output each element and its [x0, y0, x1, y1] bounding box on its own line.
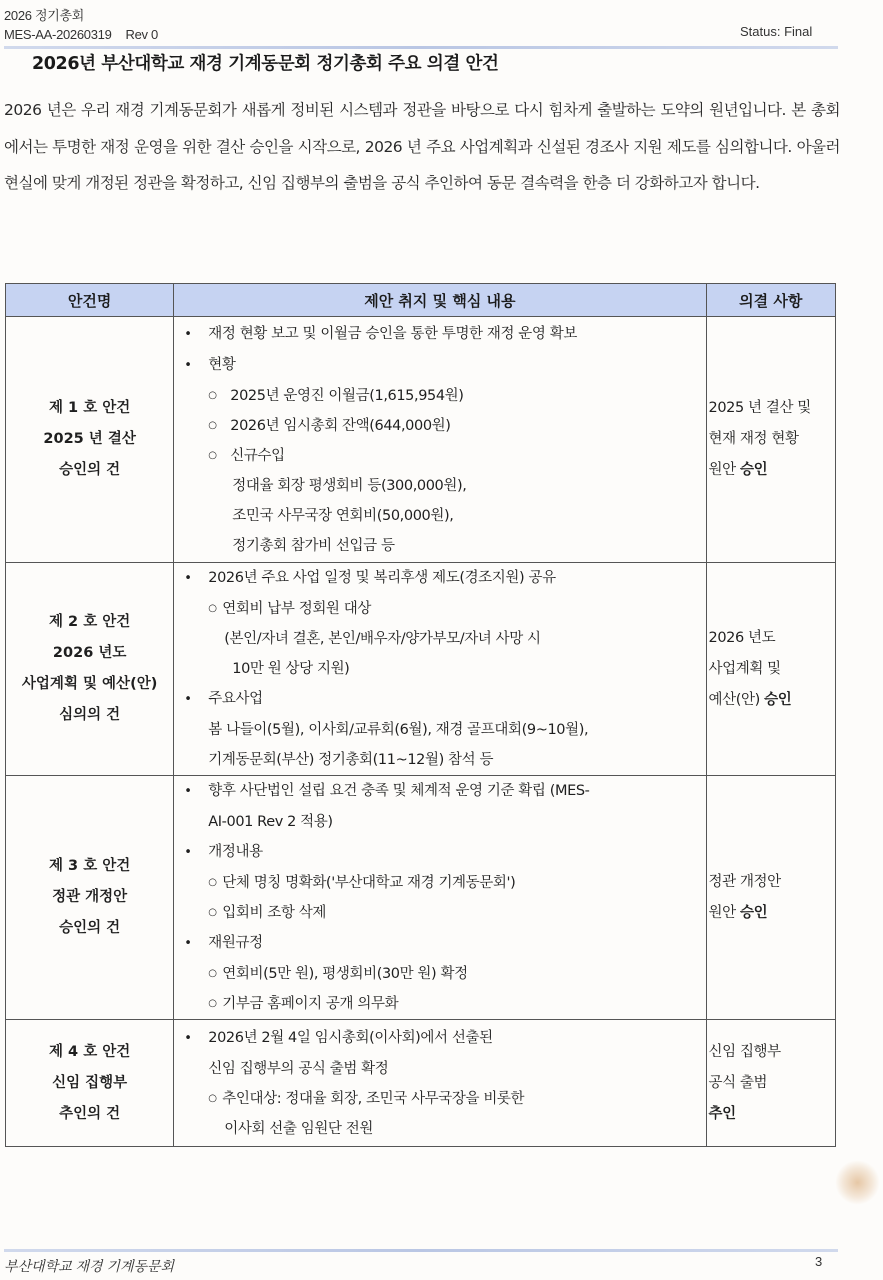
sub-list-item: ○ 연회비 납부 정회원 대상	[184, 594, 701, 624]
col-header-content: 제안 취지 및 핵심 내용	[174, 284, 706, 317]
revision: Rev 0	[125, 27, 158, 42]
agenda-title: 승인의 건	[59, 462, 121, 478]
resolution-text: 현재 재정 현황	[708, 431, 799, 447]
intro-paragraph: 2026 년은 우리 재경 기계동문회가 새롭게 정비된 시스템과 정관을 바탕으로 다시 힘차게 출발하는 도약의 원년입니다. 본 총회에서는 투명한 재정 운영을 위한 결산 승인을 시작으로, 2026 년 주요 사업계획과 신설된 경조사 지원 제도를 심의합니다. 아울러 현실에 맞게 개정된 정관을 확정하고, 신임 집행부의 출범을 공식 추인하여 동문 결속력을 한층 더 강화하고자 합니다.	[4, 101, 840, 192]
resolution-text: 원안	[708, 904, 736, 921]
page-number: 3	[815, 1254, 823, 1269]
list-detail: AI-001 Rev 2 적용)	[208, 814, 333, 830]
list-detail: (본인/자녀 결혼, 본인/배우자/양가부모/자녀 사망 시	[224, 631, 541, 647]
agenda-number: 제 2 호 안건	[49, 614, 131, 630]
col-header-agenda-name: 안건명	[6, 284, 174, 317]
doc-id: MES-AA-20260319	[4, 27, 112, 42]
table-row	[6, 1020, 836, 1147]
list-detail: 기계동문회(부산) 정기총회(11~12월) 참석 등	[208, 752, 494, 768]
agenda-table	[5, 283, 836, 1147]
paper-stain	[835, 1160, 880, 1205]
footer-organization: 부산대학교 재경 기계동문회	[4, 1258, 175, 1274]
status-label: Status: Final	[740, 24, 813, 39]
resolution-text: 원안	[708, 462, 736, 478]
header-divider	[4, 46, 838, 49]
content-cell	[174, 563, 706, 776]
agenda-title: 2025 년 결산	[43, 431, 136, 447]
page-title: 2026년 부산대학교 재경 기계동문회 정기총회 주요 의결 안건	[32, 54, 499, 74]
list-item: • 재정 현황 보고 및 이월금 승인을 통한 투명한 재정 운영 확보	[184, 319, 701, 350]
resolution-cell	[706, 776, 835, 1020]
sub-list-item: ○ 2025년 운영진 이월금(1,615,954원)	[184, 381, 701, 411]
sub-list-item: ○ 2026년 임시총회 잔액(644,000원)	[184, 411, 701, 441]
agenda-number: 제 1 호 안건	[49, 400, 131, 416]
footer-divider	[4, 1249, 838, 1252]
content-cell	[174, 1020, 706, 1147]
list-item: • 2026년 2월 4일 임시총회(이사회)에서 선출된	[184, 1023, 701, 1054]
list-detail: 신임 집행부의 공식 출범 확정	[208, 1060, 389, 1077]
agenda-number: 제 4 호 안건	[49, 1043, 131, 1060]
resolution-cell	[706, 317, 835, 563]
sub-list-item: ○ 추인대상: 정대율 회장, 조민국 사무국장을 비롯한	[184, 1084, 701, 1114]
list-item: • 향후 사단법인 설립 요건 충족 및 체계적 운영 기준 확립 (MES-	[184, 776, 701, 807]
list-detail: 조민국 사무국장 연회비(50,000원),	[232, 507, 454, 524]
resolution-text: 2026 년도	[708, 629, 776, 646]
resolution-cell	[706, 1020, 835, 1147]
agenda-name-cell	[6, 776, 174, 1020]
list-item: • 2026년 주요 사업 일정 및 복리후생 제도(경조지원) 공유	[184, 563, 701, 594]
table-row	[6, 317, 836, 563]
sub-list-item: ○ 기부금 홈페이지 공개 의무화	[184, 989, 701, 1019]
list-detail: 봄 나들이(5월), 이사회/교류회(6월), 재경 골프대회(9~10월),	[208, 722, 589, 738]
list-item: • 현황	[184, 350, 701, 381]
agenda-title: 추인의 건	[59, 1105, 121, 1122]
agenda-name-cell	[6, 1020, 174, 1147]
resolution-cell	[706, 563, 835, 776]
agenda-title: 신임 집행부	[52, 1074, 128, 1091]
list-item: • 주요사업	[184, 684, 701, 715]
agenda-title: 2026 년도	[52, 645, 127, 661]
resolution-text: 정관 개정안	[708, 873, 781, 890]
agenda-name-cell	[6, 317, 174, 563]
list-detail: 10만 원 상당 지원)	[232, 661, 350, 677]
resolution-decision: 승인	[739, 904, 768, 921]
list-detail: 정기총회 참가비 선입금 등	[232, 537, 395, 554]
list-detail: 정대율 회장 평생회비 등(300,000원),	[232, 477, 467, 494]
resolution-text: 예산(안)	[708, 691, 760, 708]
agenda-number: 제 3 호 안건	[49, 858, 131, 874]
sub-list-item: ○ 단체 명칭 명확화('부산대학교 재경 기계동문회')	[184, 868, 701, 898]
sub-list-item: ○ 입회비 조항 삭제	[184, 898, 701, 928]
sub-list-item: ○ 연회비(5만 원), 평생회비(30만 원) 확정	[184, 959, 701, 989]
table-row	[6, 563, 836, 776]
agenda-name-cell	[6, 563, 174, 776]
list-item: • 개정내용	[184, 837, 701, 868]
resolution-text: 2025 년 결산 및	[708, 400, 811, 416]
resolution-decision: 승인	[764, 691, 792, 708]
agenda-title: 사업계획 및 예산(안)	[21, 676, 158, 692]
table-row	[6, 776, 836, 1020]
doc-id-line	[4, 27, 158, 42]
agenda-title: 정관 개정안	[52, 889, 128, 905]
list-item: • 재원규정	[184, 928, 701, 959]
agenda-title: 승인의 건	[59, 920, 121, 936]
col-header-resolution: 의결 사항	[706, 284, 835, 317]
resolution-text: 공식 출범	[708, 1074, 768, 1091]
table-header-row	[6, 284, 836, 317]
resolution-text: 사업계획 및	[708, 660, 781, 677]
content-cell	[174, 317, 706, 563]
agenda-title: 심의의 건	[59, 707, 121, 723]
meeting-label: 2026 정기총회	[4, 8, 85, 23]
content-cell	[174, 776, 706, 1020]
resolution-text: 신임 집행부	[708, 1043, 781, 1060]
resolution-decision: 추인	[708, 1105, 736, 1122]
resolution-decision: 승인	[739, 462, 768, 478]
sub-list-item: ○ 신규수입	[184, 441, 701, 471]
list-detail: 이사회 선출 임원단 전원	[224, 1120, 373, 1137]
